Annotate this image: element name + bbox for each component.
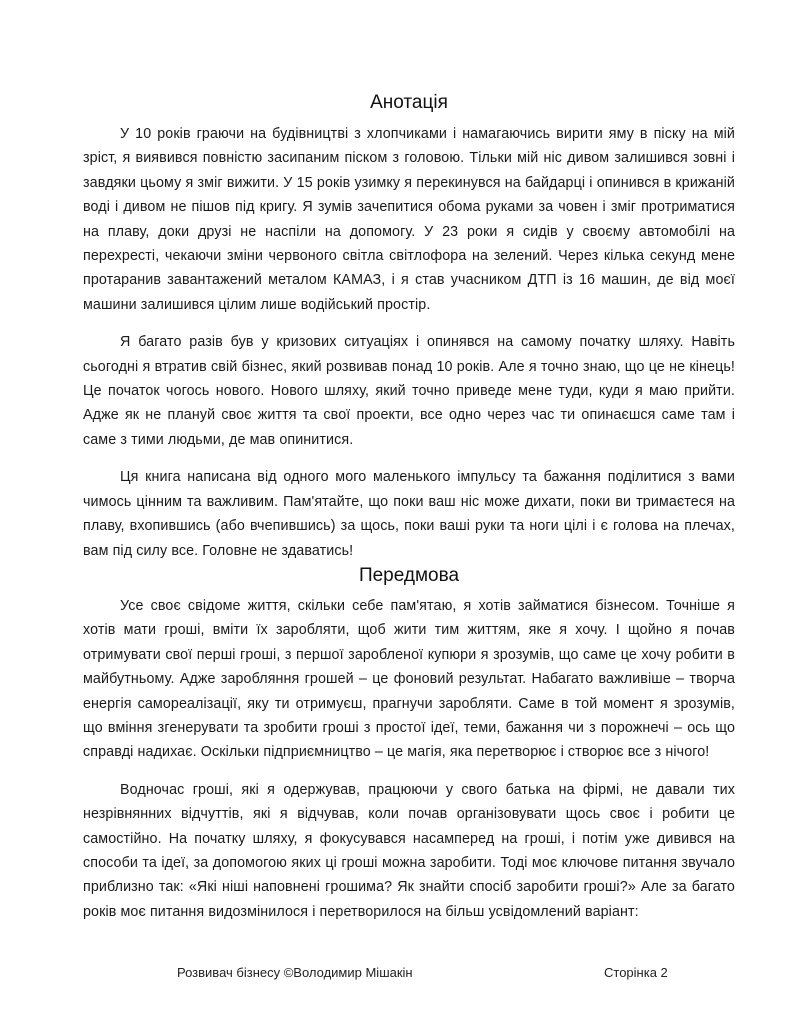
preface-heading: Передмова bbox=[358, 565, 460, 586]
preface-section bbox=[83, 594, 735, 937]
footer-author: Розвивач бізнесу ©Володимир Мішакін bbox=[177, 965, 413, 980]
annotation-paragraph: У 10 років граючи на будівництві з хлопчиками і намагаючись вирити яму в піску на мій зріст, я виявився повністю засипаним піском з головою. Тільки мій ніс дивом залишився зовні і завдяки цьому я зміг вижити. У 15 років узимку я перекинувся на байдарці і опинився в крижаній воді і дивом не пішов під кригу. Я зумів зачепитися обома руками за човен і зміг протриматися на плаву, доки друзі не наспіли на допомогу. У 23 роки я сидів у своєму автомобілі на перехресті, чекаючи зміни червоного світла світлофора на зелений. Через кілька секунд мене протаранив завантажений металом КАМАЗ, і я став учасником ДТП із 16 машин, де від моєї машини залишився цілим лише водійський простір. bbox=[83, 126, 735, 313]
annotation-section bbox=[83, 122, 735, 576]
footer-page-number: Сторінка 2 bbox=[604, 965, 668, 980]
annotation-paragraph: Ця книга написана від одного мого маленького імпульсу та бажання поділитися з вами чимось цінним та важливим. Пам'ятайте, що поки ваш ніс може дихати, поки ви тримаєтеся на плаву, вхопившись (або вчепившись) за щось, поки ваші руки та ноги цілі і є голова на плечах, вам під силу все. Головне не здаватись! bbox=[83, 469, 735, 559]
page-footer bbox=[0, 965, 791, 985]
preface-paragraph: Усе своє свідоме життя, скільки себе пам'ятаю, я хотів займатися бізнесом. Точніше я хотів мати гроші, вміти їх заробляти, щоб жити тим життям, яке я хочу. І щойно я почав отримувати свої перші гроші, з першої заробленої купюри я зрозумів, що саме це хочу робити в майбутньому. Адже заробляння грошей – це фоновий результат. Набагато важливіше – творча енергія самореалізації, яку ти отримуєш, прагнучи заробляти. Саме в той момент я зрозумів, що вміння згенерувати та зробити гроші з простої ідеї, теми, бажання чи з порожнечі – ось що справді надихає. Оскільки підприємництво – це магія, яка перетворює і створює все з нічого! bbox=[83, 598, 735, 761]
preface-paragraph: Водночас гроші, які я одержував, працюючи у свого батька на фірмі, не давали тих незрівнянних відчуттів, які я відчував, коли почав організовувати щось своє і робити це самостійно. На початку шляху, я фокусувався насамперед на гроші, і потім уже дивився на способи та ідеї, за допомогою яких ці гроші можна заробити. Тоді моє ключове питання звучало приблизно так: «Які ніші наповнені грошима? Як знайти спосіб заробити гроші?» Але за багато років моє питання видозмінилося і перетворилося на більш усвідомлений варіант: bbox=[83, 781, 735, 920]
annotation-heading: Анотація bbox=[370, 92, 448, 113]
annotation-paragraph: Я багато разів був у кризових ситуаціях і опинявся на самому початку шляху. Навіть сьогодні я втратив свій бізнес, який розвивав понад 10 років. Але я точно знаю, що це не кінець! Це початок чогось нового. Нового шляху, який точно приведе мене туди, куди я маю прийти. Адже як не плануй своє життя та свої проекти, все одно через час ти опинаєшся саме там і саме з тими людьми, де мав опинитися. bbox=[83, 334, 735, 448]
